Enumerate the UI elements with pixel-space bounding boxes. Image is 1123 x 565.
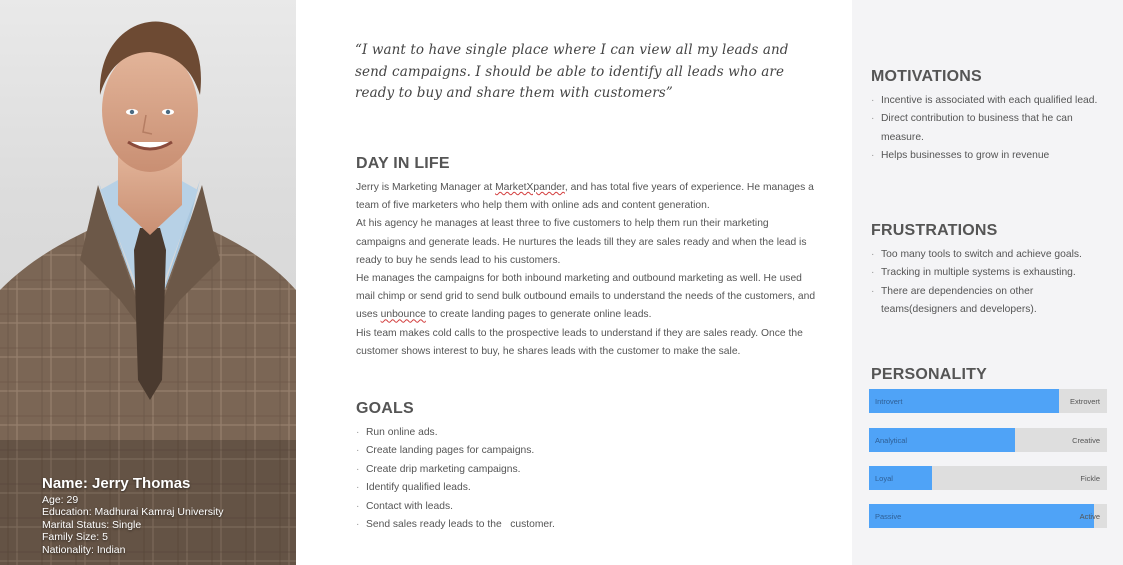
trait-fill [869, 504, 1094, 528]
day-in-life-text [356, 179, 816, 361]
day-p3-text-cont: to create landing pages to generate online leads. [425, 309, 652, 321]
persona-age: Age: 29 [42, 494, 79, 506]
persona-name: Name: Jerry Thomas [42, 475, 191, 492]
motivation-item: · Helps businesses to grow in revenue [871, 147, 1109, 165]
trait-bar-loyal-fickle [869, 466, 1107, 490]
motivations-list [871, 92, 1109, 165]
frustration-item: · There are dependencies on other teams(designers and developers). [871, 283, 1109, 320]
goals-list [356, 424, 555, 534]
goal-item: · Create landing pages for campaigns. [356, 442, 555, 460]
frustrations-list [871, 246, 1109, 319]
trait-right-label: Active [1079, 512, 1100, 521]
trait-right-label: Extrovert [1069, 397, 1100, 406]
day-paragraph-4: His team makes cold calls to the prospective leads to understand if they are sales ready. Once the customer shows interest to buy, he shares leads with the customer to make the sale. [356, 327, 803, 357]
frustration-item: · Too many tools to switch and achieve goals. [871, 246, 1109, 264]
day-p1-text: Jerry is Marketing Manager at [356, 182, 496, 193]
personality-title: PERSONALITY [871, 366, 987, 383]
goal-item: · Contact with leads. [356, 498, 555, 516]
day-paragraph-3 [356, 270, 816, 325]
tool-name: unbounce [380, 309, 426, 321]
goals-title: GOALS [356, 400, 414, 417]
goal-item: · Send sales ready leads to the customer. [356, 516, 555, 534]
trait-left-label: Analytical [875, 436, 908, 445]
goal-item: · Identify qualified leads. [356, 479, 555, 497]
persona-nationality: Nationality: Indian [42, 543, 126, 556]
day-p1-text-cont: , and has total five years of experience. He manages a team of five marketers who help them with online ads and content generation. [356, 182, 814, 212]
frustrations-title: FRUSTRATIONS [871, 222, 998, 239]
persona-quote: “I want to have single place where I can view all my leads and send campaigns. I should be able to identify all leads who are ready to buy and share them with customers” [355, 42, 789, 101]
trait-left-label: Loyal [875, 474, 893, 483]
frustration-item: · Tracking in multiple systems is exhausting. [871, 264, 1109, 282]
persona-profile [42, 475, 224, 556]
persona-education: Education: Madhurai Kamraj University [42, 506, 224, 519]
motivations-title: MOTIVATIONS [871, 68, 982, 85]
trait-right-label: Creative [1072, 436, 1100, 445]
goal-item: · Run online ads. [356, 424, 555, 442]
day-p3-text: He manages the campaigns for both inbound marketing and outbound marketing as well. He used mail chimp or send grid to send bulk outbound emails to understand the needs of the customers, and uses [356, 273, 816, 321]
trait-left-label: Introvert [875, 397, 903, 406]
trait-bar-analytical-creative [869, 428, 1107, 452]
persona-photo [0, 0, 296, 565]
trait-bar-passive-active [869, 504, 1107, 528]
goal-item: · Create drip marketing campaigns. [356, 461, 555, 479]
motivation-item: · Incentive is associated with each qualified lead. [871, 92, 1109, 110]
day-paragraph-1 [356, 179, 816, 215]
trait-right-label: Fickle [1080, 474, 1100, 483]
persona-family-size: Family Size: 5 [42, 531, 108, 544]
trait-left-label: Passive [875, 512, 902, 521]
motivation-item: · Direct contribution to business that he can measure. [871, 110, 1109, 147]
persona-marital-status: Marital Status: Single [42, 518, 142, 531]
company-name: MarketXpander [495, 182, 565, 193]
day-in-life-title: DAY IN LIFE [356, 155, 450, 172]
trait-bar-introvert-extrovert [869, 389, 1107, 413]
day-paragraph-2: At his agency he manages at least three to five customers to help them run their marketing campaigns and generate leads. He nurtures the leads till they are sales ready and when the lead is ready to buy he sends lead to his customers. [356, 218, 807, 266]
